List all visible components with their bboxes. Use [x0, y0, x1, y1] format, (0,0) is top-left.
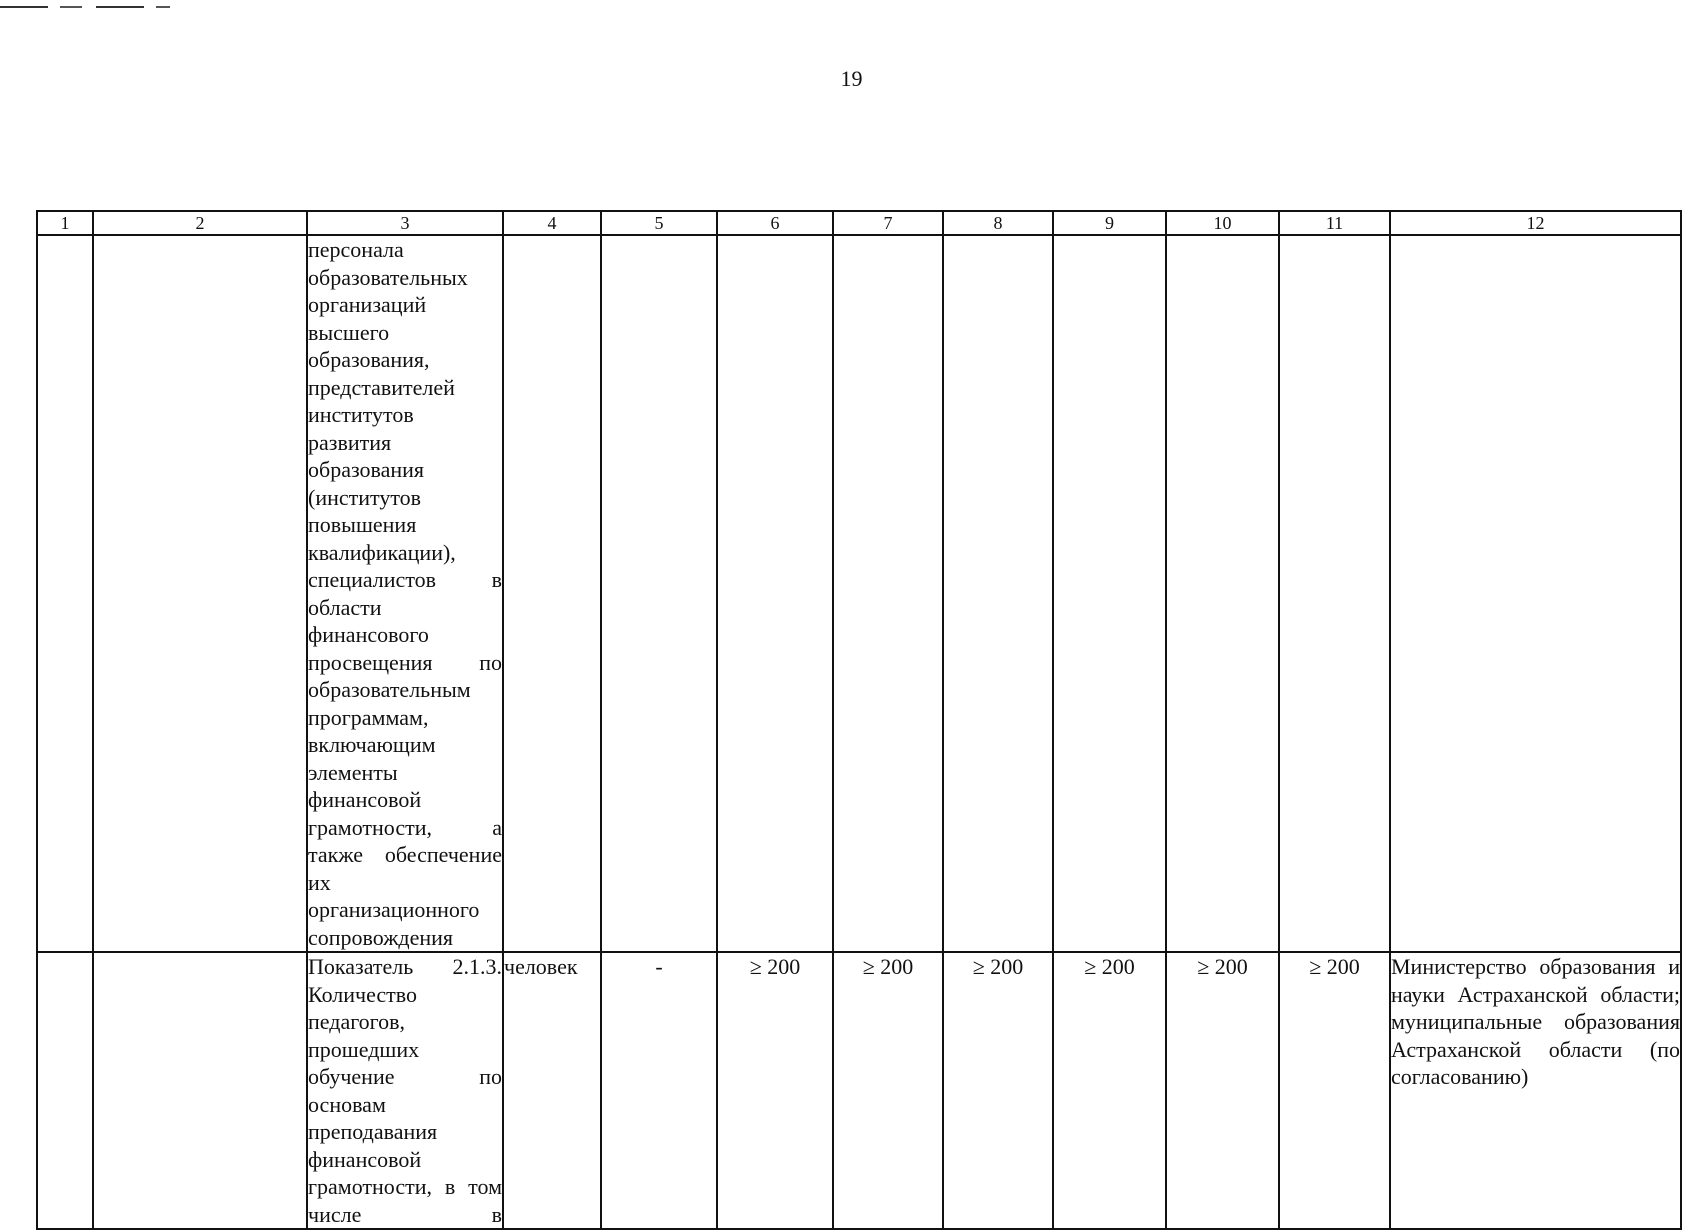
- col-header-11: 11: [1279, 211, 1390, 235]
- indicator-cell: Показатель 2.1.3. Количество педагогов, прошедших обучение по основам преподавания финансовой грамотности, в том числе в: [307, 952, 503, 1229]
- col-header-8: 8: [943, 211, 1053, 235]
- value-cell-9: [1053, 235, 1166, 952]
- value-cell-7: [833, 235, 943, 952]
- table-row: [37, 952, 1681, 1229]
- scan-artifact: [0, 6, 170, 8]
- indicators-table: [36, 210, 1682, 1230]
- event-cell: [93, 952, 307, 1229]
- value-cell-11: ≥ 200: [1279, 952, 1390, 1229]
- indicator-cell: персонала образовательных организаций высшего образования, представителей институтов развития образования (институтов повышения квалификации), специалистов в области финансового просвещения по образовательным программам, включающим элементы финансовой грамотности, а также обеспечение их организационного сопровождения: [307, 235, 503, 952]
- page-number: 19: [840, 66, 863, 91]
- row-number-cell: [37, 235, 93, 952]
- value-cell-10: [1166, 235, 1279, 952]
- responsible-cell: Министерство образования и науки Астраханской области; муниципальные образования Астраханской области (по согласованию): [1390, 952, 1681, 1229]
- base-value-cell: -: [601, 952, 717, 1229]
- col-header-10: 10: [1166, 211, 1279, 235]
- table-row: [37, 235, 1681, 952]
- value-cell-7: ≥ 200: [833, 952, 943, 1229]
- col-header-9: 9: [1053, 211, 1166, 235]
- col-header-1: 1: [37, 211, 93, 235]
- base-value-cell: [601, 235, 717, 952]
- unit-cell: [503, 235, 601, 952]
- responsible-cell: [1390, 235, 1681, 952]
- unit-cell: человек: [503, 952, 601, 1229]
- col-header-3: 3: [307, 211, 503, 235]
- row-number-cell: [37, 952, 93, 1229]
- col-header-6: 6: [717, 211, 833, 235]
- col-header-4: 4: [503, 211, 601, 235]
- column-number-row: [37, 211, 1681, 235]
- value-cell-6: [717, 235, 833, 952]
- value-cell-8: ≥ 200: [943, 952, 1053, 1229]
- value-cell-8: [943, 235, 1053, 952]
- value-cell-10: ≥ 200: [1166, 952, 1279, 1229]
- value-cell-6: ≥ 200: [717, 952, 833, 1229]
- col-header-2: 2: [93, 211, 307, 235]
- value-cell-9: ≥ 200: [1053, 952, 1166, 1229]
- value-cell-11: [1279, 235, 1390, 952]
- col-header-12: 12: [1390, 211, 1681, 235]
- event-cell: [93, 235, 307, 952]
- col-header-5: 5: [601, 211, 717, 235]
- col-header-7: 7: [833, 211, 943, 235]
